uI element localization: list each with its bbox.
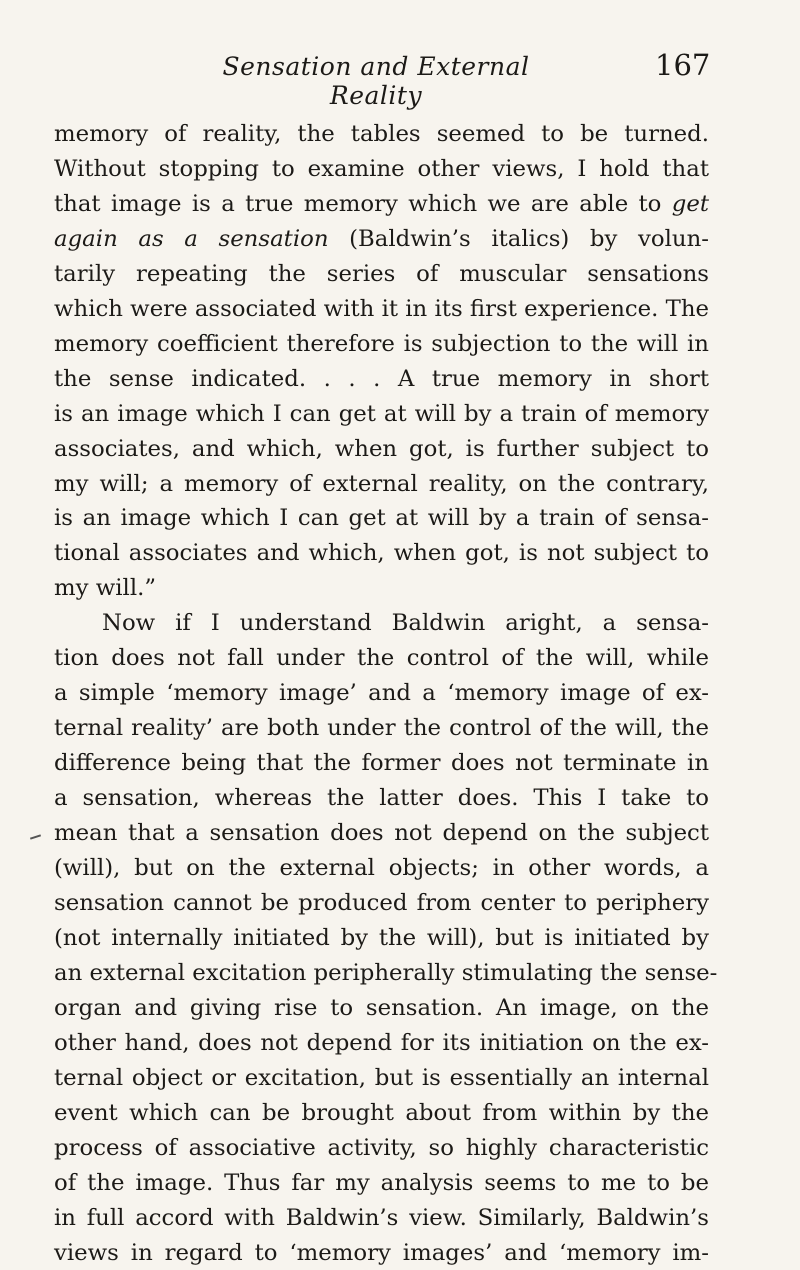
text-line: tarily repeating the series of muscular sensations xyxy=(54,257,709,292)
text-line: (will), but on the external objects; in other words, a xyxy=(54,851,709,886)
text-line: memory of reality, the tables seemed to be turned. xyxy=(54,117,709,152)
text-line: my will.” xyxy=(54,571,709,606)
text-line: (not internally initiated by the will), but is initiated by xyxy=(54,921,709,956)
text-line: organ and giving rise to sensation. An image, on the xyxy=(54,991,709,1026)
text-line: sensation cannot be produced from center to periphery xyxy=(54,886,709,921)
text-line: a simple ‘memory image’ and a ‘memory image of ex- xyxy=(54,676,709,711)
text-line: is an image which I can get at will by a train of sensa- xyxy=(54,501,709,536)
text-line: an external excitation peripherally stimulating the sense- xyxy=(54,956,709,991)
margin-mark xyxy=(30,834,41,839)
text-line: again as a sensation (Baldwin’s italics) by volun- xyxy=(54,222,709,257)
text-line: the sense indicated. . . . A true memory in short xyxy=(54,362,709,397)
text-line: is an image which I can get at will by a train of memory xyxy=(54,397,709,432)
text-line: event which can be brought about from within by the xyxy=(54,1096,709,1131)
text-line: mean that a sensation does not depend on the subject xyxy=(54,816,709,851)
text-line: other hand, does not depend for its initiation on the ex- xyxy=(54,1026,709,1061)
text-line: that image is a true memory which we are able to get xyxy=(54,187,709,222)
page-number: 167 xyxy=(655,48,710,82)
text-line: ternal object or excitation, but is essentially an internal xyxy=(54,1061,709,1096)
text-line: ternal reality’ are both under the control of the will, the xyxy=(54,711,709,746)
text-line: a sensation, whereas the latter does. This I take to xyxy=(54,781,709,816)
text-line: tion does not fall under the control of the will, while xyxy=(54,641,709,676)
text-line: associates, and which, when got, is further subject to xyxy=(54,432,709,467)
text-line: memory coefficient therefore is subjection to the will in xyxy=(54,327,709,362)
text-line: Without stopping to examine other views, I hold that xyxy=(54,152,709,187)
text-line: which were associated with it in its first experience. The xyxy=(54,292,709,327)
body-text xyxy=(54,117,709,1270)
italic-phrase: get xyxy=(672,191,709,217)
text-line: views in regard to ‘memory images’ and ‘memory im- xyxy=(54,1236,709,1270)
text-line: process of associative activity, so highly characteristic xyxy=(54,1131,709,1166)
text-line: my will; a memory of external reality, on the contrary, xyxy=(54,467,709,502)
text-line: difference being that the former does not terminate in xyxy=(54,746,709,781)
text-line: tional associates and which, when got, is not subject to xyxy=(54,536,709,571)
text-line: of the image. Thus far my analysis seems to me to be xyxy=(54,1166,709,1201)
italic-phrase: again as a sensation xyxy=(54,226,329,252)
running-head: Sensation and External Reality xyxy=(200,52,552,110)
text-line: Now if I understand Baldwin aright, a sensa- xyxy=(54,606,709,641)
text-line: in full accord with Baldwin’s view. Similarly, Baldwin’s xyxy=(54,1201,709,1236)
